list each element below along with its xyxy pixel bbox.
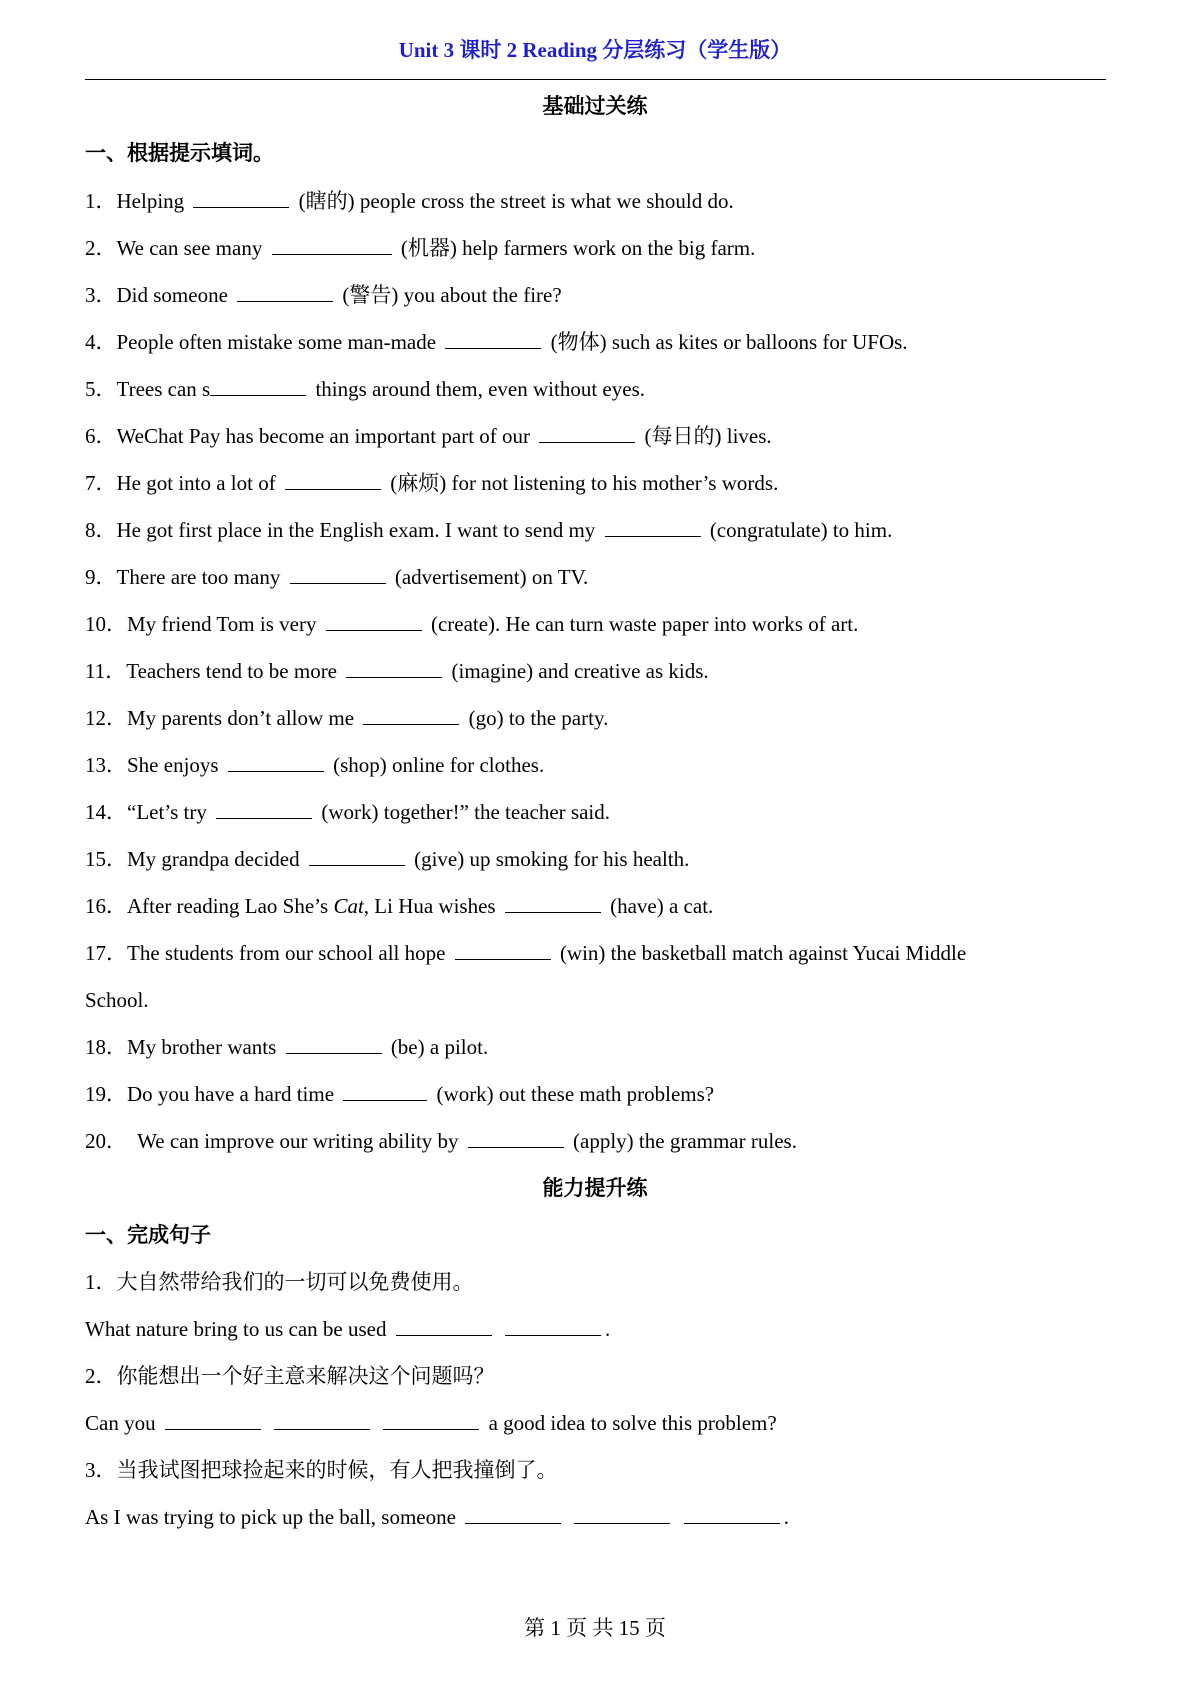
answer-blank[interactable]: [290, 582, 386, 584]
answer-blank[interactable]: [228, 770, 324, 772]
question-8: 8．He got first place in the English exam. I want to send my (congratulate) to him.: [85, 518, 893, 542]
answer-blank[interactable]: [343, 1099, 427, 1101]
question-12: 12．My parents don’t allow me (go) to the party.: [85, 706, 609, 730]
question-4: 4．People often mistake some man-made (物体) such as kites or balloons for UFOs.: [85, 330, 908, 354]
document-header-title: Unit 3 课时 2 Reading 分层练习（学生版）: [398, 38, 792, 62]
page-number-footer: 第 1 页 共 15 页: [524, 1616, 666, 1640]
answer-blank[interactable]: [210, 394, 306, 396]
answer-blank[interactable]: [193, 206, 289, 208]
question-7: 7．He got into a lot of (麻烦) for not listening to his mother’s words.: [85, 471, 779, 495]
question-6: 6．WeChat Pay has become an important part of our (每日的) lives.: [85, 424, 772, 448]
question-19: 19．Do you have a hard time (work) out these math problems?: [85, 1082, 715, 1106]
question-16: 16．After reading Lao She’s Cat, Li Hua wishes (have) a cat.: [85, 894, 714, 918]
answer-blank[interactable]: [574, 1522, 670, 1524]
answer-blank[interactable]: [326, 629, 422, 631]
sentence-2-english: Can you a good idea to solve this problem?: [85, 1411, 777, 1435]
question-5: 5．Trees can s things around them, even without eyes.: [85, 377, 645, 401]
answer-blank[interactable]: [465, 1522, 561, 1524]
question-2: 2．We can see many (机器) help farmers work on the big farm.: [85, 236, 756, 260]
answer-blank[interactable]: [165, 1428, 261, 1430]
answer-blank[interactable]: [309, 864, 405, 866]
question-13: 13．She enjoys (shop) online for clothes.: [85, 753, 545, 777]
answer-blank[interactable]: [468, 1146, 564, 1148]
sentence-3-english: As I was trying to pick up the ball, someone .: [85, 1505, 789, 1529]
answer-blank[interactable]: [505, 1334, 601, 1336]
question-1: 1．Helping (瞎的) people cross the street is what we should do.: [85, 189, 734, 213]
question-18: 18．My brother wants (be) a pilot.: [85, 1035, 489, 1059]
answer-blank[interactable]: [216, 817, 312, 819]
answer-blank[interactable]: [383, 1428, 479, 1430]
answer-blank[interactable]: [445, 347, 541, 349]
answer-blank[interactable]: [274, 1428, 370, 1430]
answer-blank[interactable]: [505, 911, 601, 913]
question-14: 14．“Let’s try (work) together!” the teacher said.: [85, 800, 610, 824]
answer-blank[interactable]: [363, 723, 459, 725]
question-15: 15．My grandpa decided (give) up smoking for his health.: [85, 847, 690, 871]
answer-blank[interactable]: [237, 300, 333, 302]
question-20: 20． We can improve our writing ability by (apply) the grammar rules.: [85, 1129, 797, 1153]
sentence-2-chinese: 2．你能想出一个好主意来解决这个问题吗？: [85, 1364, 495, 1388]
header-divider: [85, 79, 1106, 80]
answer-blank[interactable]: [396, 1334, 492, 1336]
answer-blank[interactable]: [272, 253, 392, 255]
question-9: 9．There are too many (advertisement) on TV.: [85, 565, 589, 589]
answer-blank[interactable]: [455, 958, 551, 960]
section-heading-basic: 基础过关练: [542, 94, 648, 118]
section-heading-advanced: 能力提升练: [542, 1176, 648, 1200]
question-10: 10．My friend Tom is very (create). He can turn waste paper into works of art.: [85, 612, 859, 636]
question-17: 17．The students from our school all hope (win) the basketball match against Yucai Middle: [85, 941, 967, 965]
sentence-1-english: What nature bring to us can be used .: [85, 1317, 611, 1341]
question-3: 3．Did someone (警告) you about the fire?: [85, 283, 562, 307]
question-11: 11．Teachers tend to be more (imagine) and creative as kids.: [85, 659, 709, 683]
answer-blank[interactable]: [346, 676, 442, 678]
answer-blank[interactable]: [684, 1522, 780, 1524]
question-17-continuation: School.: [85, 988, 149, 1012]
part-title-complete-sentences: 一、完成句子: [85, 1223, 211, 1247]
answer-blank[interactable]: [286, 1052, 382, 1054]
answer-blank[interactable]: [605, 535, 701, 537]
answer-blank[interactable]: [285, 488, 381, 490]
sentence-3-chinese: 3．当我试图把球捡起来的时候，有人把我撞倒了。: [85, 1458, 558, 1482]
answer-blank[interactable]: [539, 441, 635, 443]
sentence-1-chinese: 1．大自然带给我们的一切可以免费使用。: [85, 1270, 474, 1294]
part-title-fill-words: 一、根据提示填词。: [85, 141, 274, 165]
